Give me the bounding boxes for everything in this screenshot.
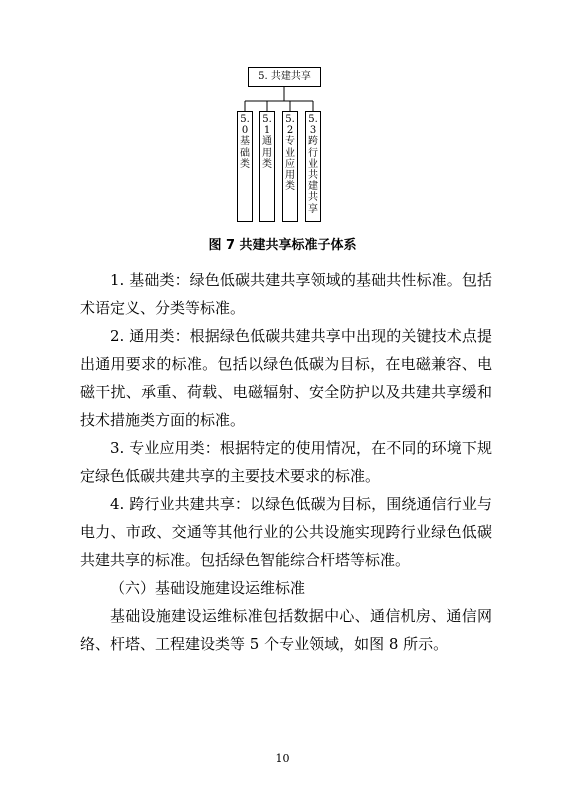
paragraph-infrastructure: 基础设施建设运维标准包括数据中心、通信机房、通信网络、杆塔、工程建设类等 5 个专业领域，如图 8 所示。 (80, 607, 492, 653)
child-node-label: 专业应用类 (285, 136, 295, 193)
child-node-general (259, 111, 275, 222)
child-node-basic (237, 111, 253, 222)
child-node-code: 5.0 (240, 114, 250, 137)
body-text (80, 266, 492, 658)
root-node: 5. 共建共享 (248, 67, 321, 87)
child-node-label: 基础类 (240, 136, 250, 170)
paragraph-general: 2. 通用类：根据绿色低碳共建共享中出现的关键技术点提出通用要求的标准。包括以绿色低碳为目标，在电磁兼容、电磁干扰、承重、荷载、电磁辐射、安全防护以及共建共享缓和技术措施类方面的标准。 (80, 327, 492, 429)
section-heading: （六）基础设施建设运维标准 (110, 579, 306, 597)
child-node-code: 5.1 (262, 114, 272, 137)
child-node-label: 通用类 (262, 136, 272, 170)
child-node-professional (282, 111, 298, 222)
paragraph-cross-industry: 4. 跨行业共建共享：以绿色低碳为目标，围绕通信行业与电力、市政、交通等其他行业的公共设施实现跨行业绿色低碳共建共享的标准。包括绿色智能综合杆塔等标准。 (80, 495, 492, 569)
paragraph-professional: 3. 专业应用类：根据特定的使用情况，在不同的环境下规定绿色低碳共建共享的主要技术要求的标准。 (80, 439, 492, 485)
child-node-code: 5.3 (308, 114, 318, 137)
child-node-label: 跨行业共建共享 (308, 136, 318, 215)
child-node-code: 5.2 (285, 114, 295, 137)
figure-caption: 图 7 共建共享标准子体系 (208, 238, 357, 253)
page-number: 10 (275, 752, 290, 765)
child-node-cross-industry (305, 111, 321, 222)
standard-hierarchy-diagram (0, 0, 565, 240)
paragraph-basic: 1. 基础类：绿色低碳共建共享领域的基础共性标准。包括术语定义、分类等标准。 (80, 271, 492, 317)
